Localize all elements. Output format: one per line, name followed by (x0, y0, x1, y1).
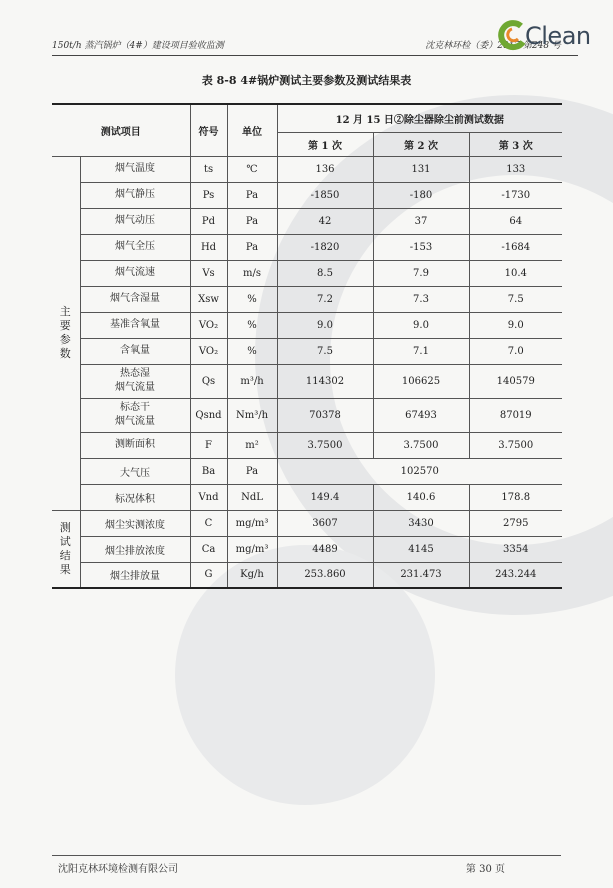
cell-symbol: F (190, 432, 227, 458)
cell-name: 烟气含湿量 (80, 286, 190, 312)
cell-value: 9.0 (469, 312, 562, 338)
cell-value: 87019 (469, 398, 562, 432)
cell-unit: Pa (227, 234, 277, 260)
cell-value-merged: 102570 (277, 458, 562, 484)
cell-value: 178.8 (469, 484, 562, 510)
cell-value: 7.5 (469, 286, 562, 312)
table-row (52, 484, 562, 510)
cell-name: 热态湿 烟气流量 (80, 364, 190, 398)
header-group-title: 12 月 15 日②除尘器除尘前测试数据 (277, 104, 562, 132)
cell-value: 4489 (277, 536, 373, 562)
cell-value: 7.3 (373, 286, 469, 312)
cell-value: 9.0 (373, 312, 469, 338)
cell-name: 烟气动压 (80, 208, 190, 234)
cell-value: 253.860 (277, 562, 373, 588)
cell-symbol: Ps (190, 182, 227, 208)
cell-value: 70378 (277, 398, 373, 432)
cell-symbol: Qsnd (190, 398, 227, 432)
cell-name: 烟气温度 (80, 156, 190, 182)
cell-value: 140579 (469, 364, 562, 398)
header-run: 第 2 次 (373, 132, 469, 156)
table-row (52, 510, 562, 536)
table-row (52, 182, 562, 208)
cell-unit: Pa (227, 208, 277, 234)
cell-value: 10.4 (469, 260, 562, 286)
cell-unit: % (227, 286, 277, 312)
header-item: 测试项目 (52, 104, 190, 156)
cell-value: 3.7500 (469, 432, 562, 458)
cell-value: 7.5 (277, 338, 373, 364)
cell-symbol: Vnd (190, 484, 227, 510)
group-label-result: 测 试 结 果 (52, 510, 80, 588)
cell-symbol: Qs (190, 364, 227, 398)
page-header (52, 38, 561, 54)
cell-value: 149.4 (277, 484, 373, 510)
table-row (52, 208, 562, 234)
cell-symbol: Pd (190, 208, 227, 234)
cell-value: 243.244 (469, 562, 562, 588)
table-row (52, 432, 562, 458)
table-row (52, 398, 562, 432)
cell-symbol: Xsw (190, 286, 227, 312)
cell-value: 67493 (373, 398, 469, 432)
cell-unit: m² (227, 432, 277, 458)
cell-value: 8.5 (277, 260, 373, 286)
cell-unit: Pa (227, 182, 277, 208)
cell-value: -1730 (469, 182, 562, 208)
table-row (52, 562, 562, 588)
cell-name: 基准含氧量 (80, 312, 190, 338)
cell-value: -1684 (469, 234, 562, 260)
cell-name: 标况体积 (80, 484, 190, 510)
cell-value: 7.9 (373, 260, 469, 286)
table-header-row (52, 104, 562, 132)
cell-value: 3607 (277, 510, 373, 536)
cell-unit: NdL (227, 484, 277, 510)
cell-unit: mg/m³ (227, 510, 277, 536)
table-row (52, 364, 562, 398)
cell-value: 4145 (373, 536, 469, 562)
cell-value: 3430 (373, 510, 469, 536)
cell-symbol: Vs (190, 260, 227, 286)
cell-value: -1820 (277, 234, 373, 260)
cell-value: -153 (373, 234, 469, 260)
table-row (52, 458, 562, 484)
cell-symbol: Ba (190, 458, 227, 484)
header-divider (52, 55, 578, 56)
cell-name: 烟气全压 (80, 234, 190, 260)
cell-symbol: C (190, 510, 227, 536)
cell-value: 9.0 (277, 312, 373, 338)
test-results-table (52, 103, 562, 589)
cell-value: 7.2 (277, 286, 373, 312)
cell-unit: Kg/h (227, 562, 277, 588)
cell-name: 烟气流速 (80, 260, 190, 286)
cell-unit: % (227, 312, 277, 338)
table-row (52, 260, 562, 286)
cell-value: 3.7500 (373, 432, 469, 458)
cell-name: 烟尘排放量 (80, 562, 190, 588)
cell-value: 3.7500 (277, 432, 373, 458)
cell-value: 231.473 (373, 562, 469, 588)
footer-page-number: 第 30 页 (465, 864, 505, 875)
footer-company: 沈阳克林环境检测有限公司 (58, 864, 178, 875)
cell-value: 42 (277, 208, 373, 234)
cell-name: 烟尘排放浓度 (80, 536, 190, 562)
cell-value: 131 (373, 156, 469, 182)
cell-unit: Pa (227, 458, 277, 484)
header-run: 第 1 次 (277, 132, 373, 156)
cell-symbol: Ca (190, 536, 227, 562)
table-row (52, 338, 562, 364)
cell-value: 2795 (469, 510, 562, 536)
table-row (52, 312, 562, 338)
cell-value: 140.6 (373, 484, 469, 510)
footer-divider (52, 855, 561, 856)
header-symbol: 符号 (190, 104, 227, 156)
table-row (52, 286, 562, 312)
logo-text: Clean (525, 22, 591, 50)
header-project-title: 150t/h 蒸汽锅炉（4#）建设项目验收监测 (52, 41, 224, 51)
cell-unit: Nm³/h (227, 398, 277, 432)
table-row (52, 234, 562, 260)
cell-value: 136 (277, 156, 373, 182)
cell-name: 烟尘实测浓度 (80, 510, 190, 536)
header-unit: 单位 (227, 104, 277, 156)
cell-symbol: VO₂ (190, 338, 227, 364)
cell-unit: mg/m³ (227, 536, 277, 562)
cell-value: 7.1 (373, 338, 469, 364)
cell-value: -1850 (277, 182, 373, 208)
cell-unit: m/s (227, 260, 277, 286)
cell-symbol: VO₂ (190, 312, 227, 338)
cell-value: 133 (469, 156, 562, 182)
header-report-number: 沈克林环检（委）2017 第248 号 (425, 41, 561, 51)
cell-name: 含氧量 (80, 338, 190, 364)
cell-unit: ℃ (227, 156, 277, 182)
cell-symbol: G (190, 562, 227, 588)
cell-name: 测断面积 (80, 432, 190, 458)
cell-unit: m³/h (227, 364, 277, 398)
cell-value: 114302 (277, 364, 373, 398)
cell-name: 标态干 烟气流量 (80, 398, 190, 432)
table-row (52, 156, 562, 182)
company-logo (497, 18, 597, 54)
cell-symbol: ts (190, 156, 227, 182)
cell-value: 3354 (469, 536, 562, 562)
table-row (52, 536, 562, 562)
cell-unit: % (227, 338, 277, 364)
cell-value: -180 (373, 182, 469, 208)
cell-symbol: Hd (190, 234, 227, 260)
cell-name: 大气压 (80, 458, 190, 484)
cell-name: 烟气静压 (80, 182, 190, 208)
cell-value: 64 (469, 208, 562, 234)
cell-value: 106625 (373, 364, 469, 398)
group-label-main: 主 要 参 数 (52, 156, 80, 510)
cell-value: 7.0 (469, 338, 562, 364)
table-caption: 表 8-8 4#锅炉测试主要参数及测试结果表 (201, 74, 412, 87)
clean-logo-icon (497, 18, 527, 52)
header-run: 第 3 次 (469, 132, 562, 156)
cell-value: 37 (373, 208, 469, 234)
